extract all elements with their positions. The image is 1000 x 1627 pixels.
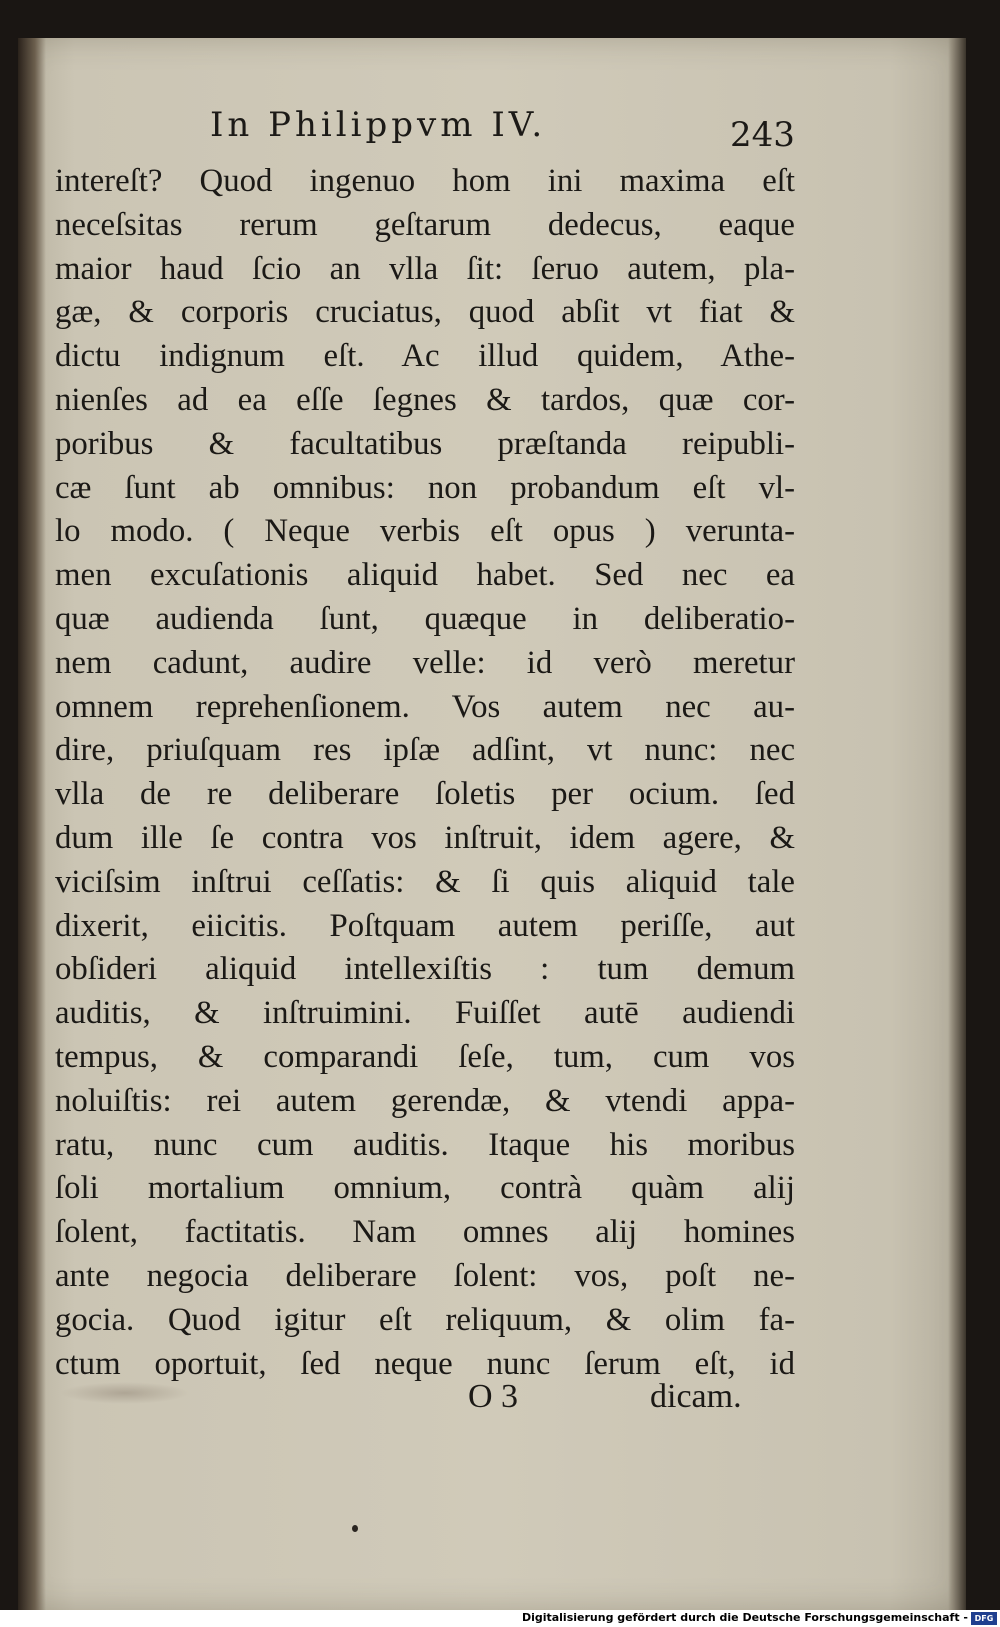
text-line: ſoli mortalium omnium, contrà quàm alij xyxy=(55,1170,795,1207)
text-line: intereſt? Quod ingenuo hom ini maxima eſt xyxy=(55,163,795,199)
text-line: gocia. Quod igitur eſt reliquum, & olim fa- xyxy=(55,1301,795,1338)
text-line: dictu indignum eſt. Ac illud quidem, Athe- xyxy=(55,338,795,375)
text-line: noluiſtis: rei autem gerendæ, & vtendi appa- xyxy=(55,1082,795,1119)
ink-speck xyxy=(352,1525,358,1532)
show-through-smudge xyxy=(60,1382,190,1404)
text-line: cæ ſunt ab omnibus: non probandum eſt vl- xyxy=(55,469,795,506)
dfg-logo-icon: DFG xyxy=(971,1612,997,1625)
text-line: auditis, & inſtruimini. Fuiſſet autē audiendi xyxy=(55,995,795,1032)
page-edge-shadow xyxy=(948,38,966,1610)
body-text xyxy=(55,160,795,1386)
text-line: ratu, nunc cum auditis. Itaque his moribus xyxy=(55,1126,795,1163)
text-line: ante negocia deliberare ſolent: vos, poſt ne- xyxy=(55,1257,795,1294)
running-head: In Philippvm IV. xyxy=(210,105,547,145)
digitization-footer xyxy=(0,1610,1000,1627)
text-line: quæ audienda ſunt, quæque in deliberatio- xyxy=(55,600,795,637)
text-line: ctum oportuit, ſed neque nunc ſerum eſt, id xyxy=(55,1345,795,1382)
text-line: dum ille ſe contra vos inſtruit, idem agere, & xyxy=(55,819,795,856)
text-line: tempus, & comparandi ſeſe, tum, cum vos xyxy=(55,1038,795,1075)
text-line: maior haud ſcio an vlla ſit: ſeruo autem, pla- xyxy=(55,250,795,287)
text-line: dixerit, eiicitis. Poſtquam autem periſſe, aut xyxy=(55,907,795,944)
text-line: vlla de re deliberare ſoletis per ocium. ſed xyxy=(55,776,795,813)
signature-mark: O 3 xyxy=(468,1378,519,1415)
text-line: nem cadunt, audire velle: id verò meretur xyxy=(55,644,795,681)
text-line: lo modo. ( Neque verbis eſt opus ) verunta- xyxy=(55,513,795,550)
text-line: obſideri aliquid intellexiſtis : tum demum xyxy=(55,951,795,988)
text-line: men excuſationis aliquid habet. Sed nec ea xyxy=(55,557,795,594)
text-line: poribus & facultatibus præſtanda reipubli- xyxy=(55,425,795,462)
page-gutter-shadow xyxy=(18,38,46,1610)
text-line: gæ, & corporis cruciatus, quod abſit vt fiat & xyxy=(55,294,795,331)
text-line: viciſsim inſtrui ceſſatis: & ſi quis aliquid tale xyxy=(55,863,795,900)
text-line: dire, priuſquam res ipſæ adſint, vt nunc: nec xyxy=(55,732,795,769)
text-line: omnem reprehenſionem. Vos autem nec au- xyxy=(55,688,795,725)
digitization-credit: Digitalisierung gefördert durch die Deutsche Forschungsgemeinschaft - xyxy=(521,1611,968,1624)
text-line: neceſsitas rerum geſtarum dedecus, eaque xyxy=(55,206,795,243)
text-line: nienſes ad ea eſſe ſegnes & tardos, quæ cor- xyxy=(55,381,795,418)
text-line: ſolent, factitatis. Nam omnes alij homines xyxy=(55,1214,795,1251)
catchword: dicam. xyxy=(650,1378,742,1415)
page-number: 243 xyxy=(730,115,795,155)
